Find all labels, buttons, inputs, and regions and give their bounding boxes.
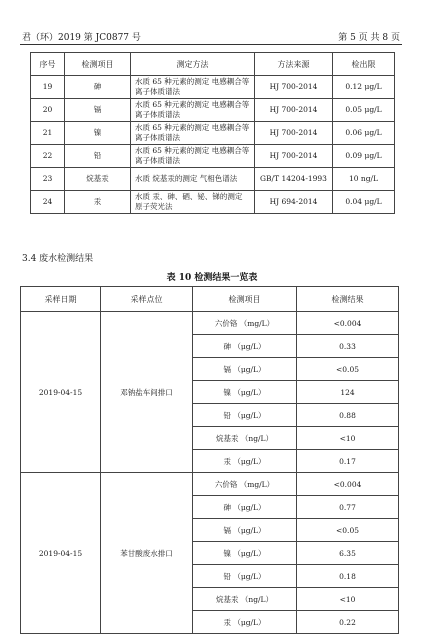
row-index: 22 [31, 145, 65, 168]
sample-date: 2019-04-15 [21, 312, 101, 473]
table-row [31, 122, 395, 145]
col-header-result: 检测结果 [297, 287, 399, 312]
test-result: 124 [297, 381, 399, 404]
test-item: 镍 （μg/L） [193, 381, 297, 404]
test-item: 镉 （μg/L） [193, 358, 297, 381]
col-header-source: 方法来源 [255, 53, 333, 76]
test-result: 0.33 [297, 335, 399, 358]
test-result: 0.77 [297, 496, 399, 519]
row-limit: 0.09 μg/L [333, 145, 395, 168]
row-limit: 0.04 μg/L [333, 191, 395, 214]
test-result: <0.004 [297, 312, 399, 335]
row-source: HJ 700-2014 [255, 122, 333, 145]
row-index: 23 [31, 168, 65, 191]
test-item: 砷 （μg/L） [193, 335, 297, 358]
table-row [21, 312, 399, 335]
table-row [31, 76, 395, 99]
row-item: 镍 [65, 122, 131, 145]
test-result: <10 [297, 427, 399, 450]
row-method: 水质 汞、砷、硒、铋、锑的测定 原子荧光法 [131, 191, 255, 214]
test-item: 烷基汞 （ng/L） [193, 427, 297, 450]
sample-location: 邓钠盐车间排口 [101, 312, 193, 473]
row-item: 镉 [65, 99, 131, 122]
row-item: 砷 [65, 76, 131, 99]
test-result: 6.35 [297, 542, 399, 565]
row-source: GB/T 14204-1993 [255, 168, 333, 191]
col-header-limit: 检出限 [333, 53, 395, 76]
test-result: <0.05 [297, 519, 399, 542]
row-method: 水质 65 种元素的测定 电感耦合等离子体质谱法 [131, 76, 255, 99]
row-method: 水质 65 种元素的测定 电感耦合等离子体质谱法 [131, 122, 255, 145]
test-item: 砷 （μg/L） [193, 496, 297, 519]
row-method: 水质 65 种元素的测定 电感耦合等离子体质谱法 [131, 145, 255, 168]
row-limit: 0.05 μg/L [333, 99, 395, 122]
test-item: 六价铬 （mg/L） [193, 312, 297, 335]
row-item: 汞 [65, 191, 131, 214]
table-row [31, 168, 395, 191]
test-result: 0.22 [297, 611, 399, 634]
row-source: HJ 700-2014 [255, 145, 333, 168]
row-item: 烷基汞 [65, 168, 131, 191]
row-limit: 0.12 μg/L [333, 76, 395, 99]
test-result: <10 [297, 588, 399, 611]
test-item: 镍 （μg/L） [193, 542, 297, 565]
test-item: 烷基汞 （ng/L） [193, 588, 297, 611]
test-result: <0.004 [297, 473, 399, 496]
results-table [20, 286, 399, 634]
test-item: 汞 （μg/L） [193, 450, 297, 473]
table-row [21, 473, 399, 496]
method-table-header [31, 53, 395, 76]
row-limit: 10 ng/L [333, 168, 395, 191]
test-item: 六价铬 （mg/L） [193, 473, 297, 496]
row-method: 水质 烷基汞的测定 气相色谱法 [131, 168, 255, 191]
sample-date: 2019-04-15 [21, 473, 101, 634]
method-table [30, 52, 395, 214]
section-title: 3.4 废水检测结果 [22, 254, 94, 264]
table-row [31, 191, 395, 214]
results-table-header [21, 287, 399, 312]
row-source: HJ 700-2014 [255, 76, 333, 99]
test-item: 汞 （μg/L） [193, 611, 297, 634]
sample-location: 苯甘酸废水排口 [101, 473, 193, 634]
col-header-location: 采样点位 [101, 287, 193, 312]
row-item: 铅 [65, 145, 131, 168]
row-source: HJ 694-2014 [255, 191, 333, 214]
row-method: 水质 65 种元素的测定 电感耦合等离子体质谱法 [131, 99, 255, 122]
page-header [20, 30, 402, 45]
col-header-method: 测定方法 [131, 53, 255, 76]
test-result: 0.18 [297, 565, 399, 588]
col-header-item: 检测项目 [65, 53, 131, 76]
test-item: 镉 （μg/L） [193, 519, 297, 542]
col-header-item: 检测项目 [193, 287, 297, 312]
report-number: 君（环）2019 第 JC0877 号 [22, 33, 141, 43]
test-result: 0.17 [297, 450, 399, 473]
row-source: HJ 700-2014 [255, 99, 333, 122]
col-header-index: 序号 [31, 53, 65, 76]
table-row [31, 99, 395, 122]
table-caption: 表 10 检测结果一览表 [166, 273, 258, 283]
row-index: 19 [31, 76, 65, 99]
test-result: 0.88 [297, 404, 399, 427]
row-index: 21 [31, 122, 65, 145]
test-item: 铅 （μg/L） [193, 404, 297, 427]
page-number: 第 5 页 共 8 页 [338, 33, 400, 43]
col-header-date: 采样日期 [21, 287, 101, 312]
table-row [31, 145, 395, 168]
row-limit: 0.06 μg/L [333, 122, 395, 145]
row-index: 24 [31, 191, 65, 214]
row-index: 20 [31, 99, 65, 122]
test-item: 铅 （μg/L） [193, 565, 297, 588]
test-result: <0.05 [297, 358, 399, 381]
